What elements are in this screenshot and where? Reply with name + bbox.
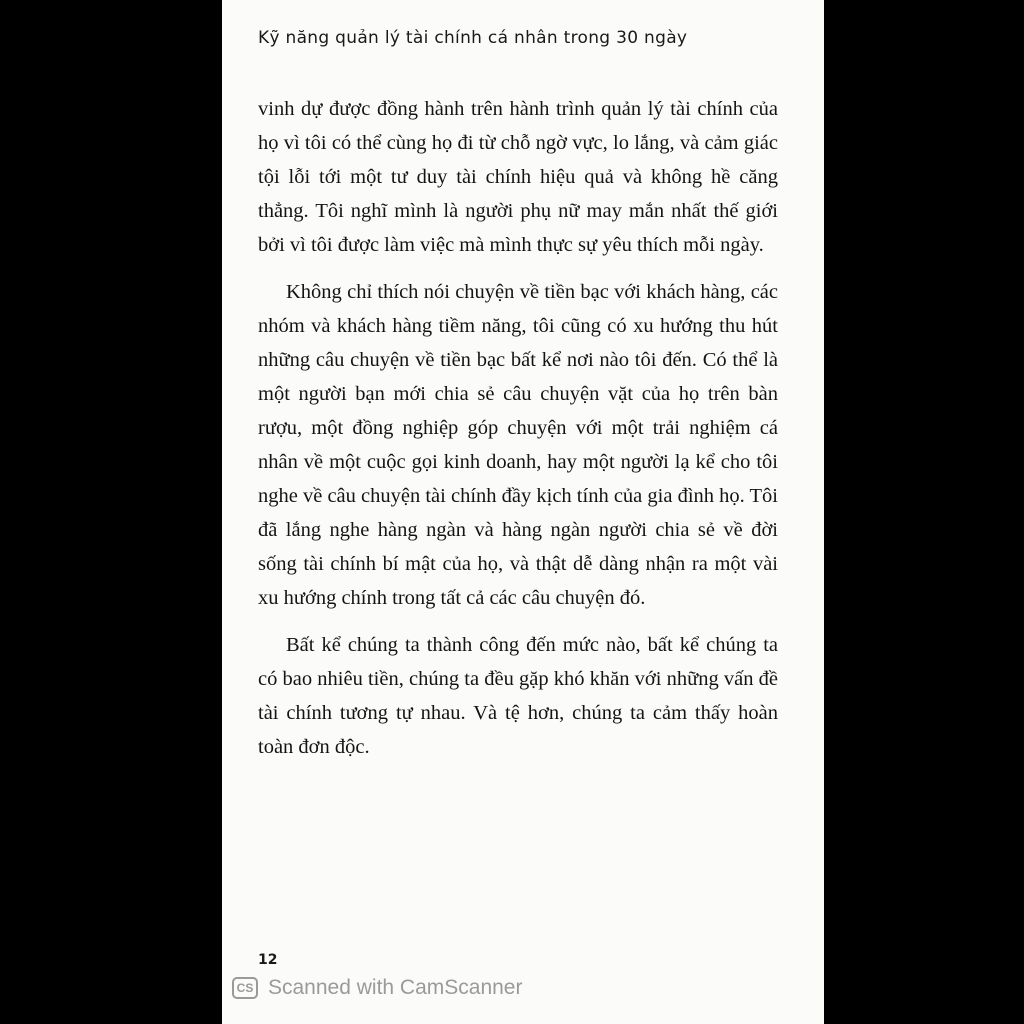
- paragraph-1: vinh dự được đồng hành trên hành trình quản lý tài chính của họ vì tôi có thể cùng họ đi từ chỗ ngờ vực, lo lắng, và cảm giác tội lỗi tới một tư duy tài chính hiệu quả và không hề căng thẳng. Tôi nghĩ mình là người phụ nữ may mắn nhất thế giới bởi vì tôi được làm việc mà mình thực sự yêu thích mỗi ngày.: [258, 98, 778, 256]
- camscanner-watermark: [232, 976, 522, 1000]
- running-header: Kỹ năng quản lý tài chính cá nhân trong 30 ngày: [258, 28, 688, 48]
- page-number: 12: [258, 952, 278, 968]
- paragraph-3: Bất kể chúng ta thành công đến mức nào, bất kể chúng ta có bao nhiêu tiền, chúng ta đều gặp khó khăn với những vấn đề tài chính tương tự nhau. Và tệ hơn, chúng ta cảm thấy hoàn toàn đơn độc.: [258, 634, 778, 758]
- watermark-text: Scanned with CamScanner: [268, 976, 523, 999]
- camscanner-logo-icon: CS: [232, 977, 258, 999]
- paragraph-2: Không chỉ thích nói chuyện về tiền bạc với khách hàng, các nhóm và khách hàng tiềm năng, tôi cũng có xu hướng thu hút những câu chuyện về tiền bạc bất kể nơi nào tôi đến. Có thể là một người bạn mới chia sẻ câu chuyện vặt của họ trên bàn rượu, một đồng nghiệp góp chuyện với một trải nghiệm cá nhân về một cuộc gọi kinh doanh, hay một người lạ kể cho tôi nghe về câu chuyện tài chính đầy kịch tính của gia đình họ. Tôi đã lắng nghe hàng ngàn và hàng ngàn người chia sẻ về đời sống tài chính bí mật của họ, và thật dễ dàng nhận ra một vài xu hướng chính trong tất cả các câu chuyện đó.: [258, 281, 778, 609]
- body-text: [258, 92, 778, 777]
